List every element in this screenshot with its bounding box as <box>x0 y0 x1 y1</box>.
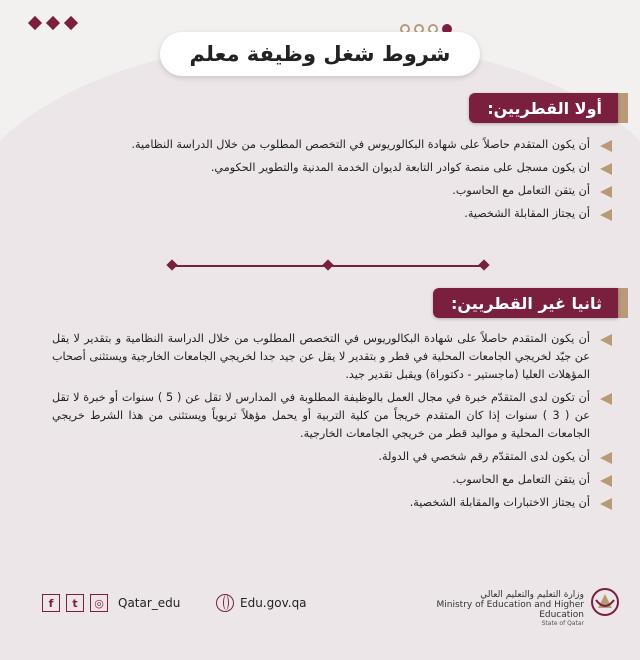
page-title: شروط شغل وظيفة معلم <box>160 32 480 76</box>
list-item: أن يكون لدى المتقدّم رقم شخصي في الدولة. <box>52 448 612 466</box>
list-item: أن تكون لدى المتقدّم خبرة في مجال العمل بالوظيفة المطلوبة في المدارس لا تقل عن ( 5 ) سنوات أو خبرة لا تقل عن ( 3 ) سنوات إذا كان المتقدم خريجاً من كلية التربية أو يحمل مؤهلاً تربوياً ويستثنى من هذا الشرط خريجي الجامعات المحلية و مواليد قطر من خريجي الجامعات الخارجية. <box>52 389 612 443</box>
diamond-icon <box>64 16 78 30</box>
facebook-icon[interactable]: f <box>42 594 60 612</box>
section-heading-qataris <box>469 93 628 123</box>
website-link[interactable]: Edu.gov.qa <box>240 596 307 610</box>
ministry-name-en: Ministry of Education and Higher Education <box>436 600 584 620</box>
twitter-icon[interactable]: t <box>66 594 84 612</box>
diamond-icon <box>28 16 42 30</box>
ministry-logo-text <box>424 590 584 627</box>
list-item: أن يجتاز الاختبارات والمقابلة الشخصية. <box>52 494 612 512</box>
section-heading-non-qataris <box>433 288 628 318</box>
heading-cap <box>618 93 628 123</box>
list-item: أن يكون المتقدم حاصلاً على شهادة البكالوريوس في التخصص المطلوب من خلال الدراسة النظامية. <box>52 136 612 154</box>
qatar-emblem-icon <box>590 586 620 618</box>
globe-icon <box>216 594 234 612</box>
arrow-bullet-icon <box>600 393 612 405</box>
arrow-bullet-icon <box>600 498 612 510</box>
footer <box>0 586 640 626</box>
list-item: ان يكون مسجل على منصة كوادر التابعة لديوان الخدمة المدنية والتطوير الحكومي. <box>52 159 612 177</box>
instagram-icon[interactable]: ◎ <box>90 594 108 612</box>
list-item: أن يكون المتقدم حاصلاً على شهادة البكالوريوس في التخصص المطلوب من خلال الدراسة النظامية و بتقدير لا يقل عن جيّد لخريجي الجامعات المحلية في قطر و بتقدير لا يقل عن جيد جدا لخريجي الجامعات الخارجية ويستثنى أصحاب المؤهلات العليا (ماجستير - دكتوراة) ويقبل تقدير جيد. <box>52 330 612 384</box>
section-heading-label: ثانيا غير القطريين: <box>433 288 618 318</box>
non-qataris-conditions-list <box>52 330 612 517</box>
social-handle[interactable]: Qatar_edu <box>118 596 181 610</box>
list-item: أن يتقن التعامل مع الحاسوب. <box>52 182 612 200</box>
list-item: أن يجتاز المقابلة الشخصية. <box>52 205 612 223</box>
arrow-bullet-icon <box>600 163 612 175</box>
arrow-bullet-icon <box>600 475 612 487</box>
list-item: أن يتقن التعامل مع الحاسوب. <box>52 471 612 489</box>
diamond-icon <box>46 16 60 30</box>
arrow-bullet-icon <box>600 452 612 464</box>
arrow-bullet-icon <box>600 334 612 346</box>
social-icons <box>42 594 108 612</box>
qataris-conditions-list <box>52 136 612 228</box>
section-heading-label: أولا القطريين: <box>469 93 618 123</box>
ministry-state: State of Qatar <box>541 620 584 627</box>
decor-diamonds <box>30 18 76 28</box>
heading-cap <box>618 288 628 318</box>
arrow-bullet-icon <box>600 186 612 198</box>
ministry-name-ar: وزارة التعليم والتعليم العالي <box>480 590 584 600</box>
arrow-bullet-icon <box>600 140 612 152</box>
arrow-bullet-icon <box>600 209 612 221</box>
